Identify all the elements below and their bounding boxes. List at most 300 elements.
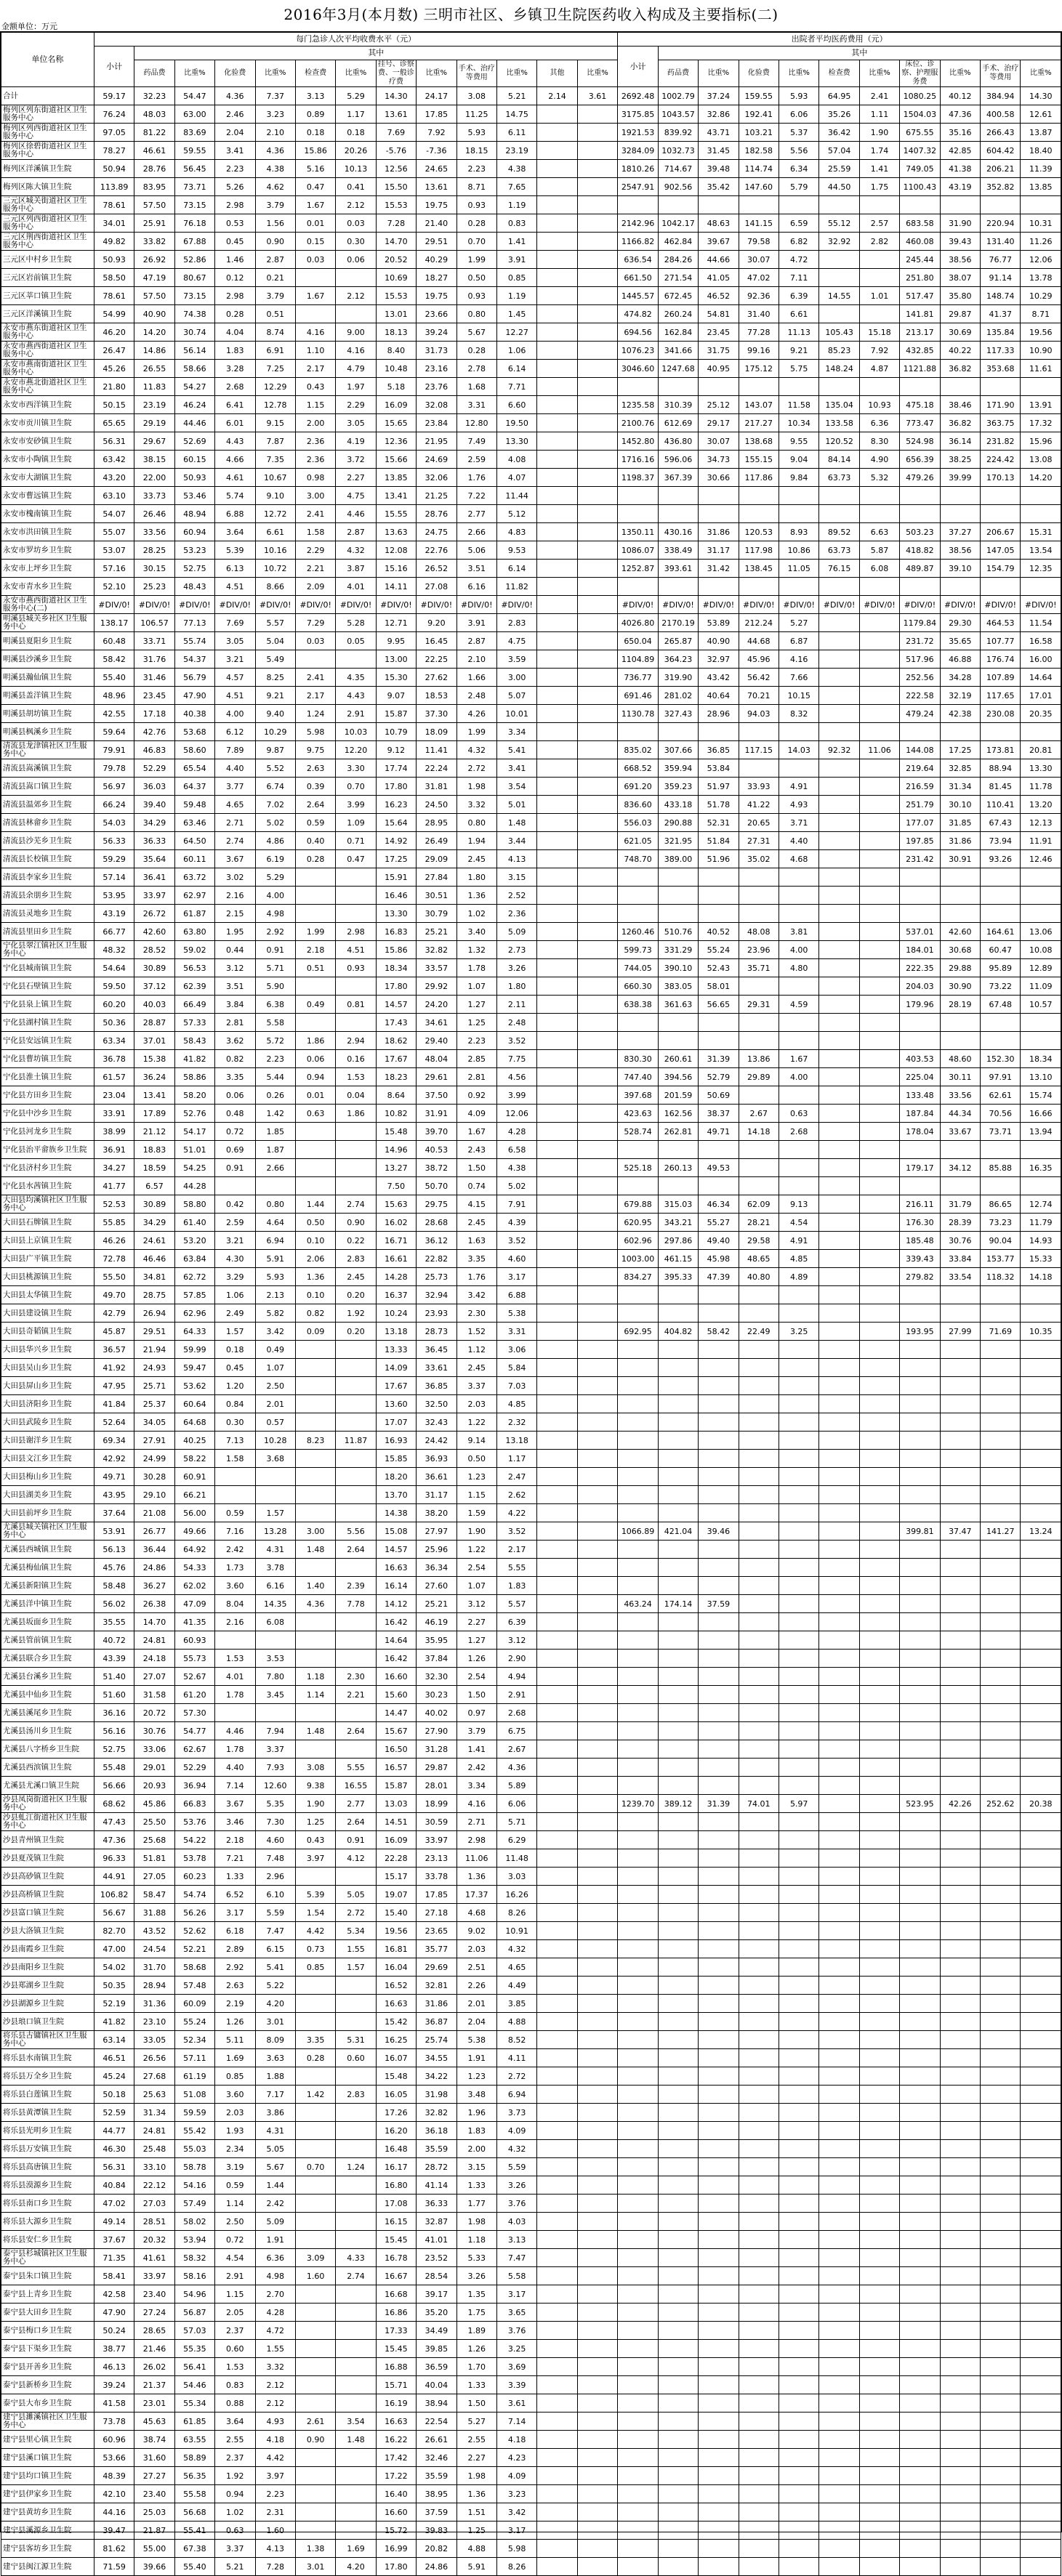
value-cell: 3.05 <box>336 414 376 432</box>
unit-name-cell: 宁化县淮土镇卫生院 <box>1 1068 94 1086</box>
value-cell <box>1021 2540 1061 2558</box>
value-cell: 29.69 <box>417 1958 456 1977</box>
value-cell: 26.46 <box>134 505 174 523</box>
value-cell <box>900 2503 940 2522</box>
value-cell: 53.89 <box>699 614 739 632</box>
unit-name-cell: 宁化县曹坊镇卫生院 <box>1 1050 94 1068</box>
value-cell <box>537 1759 577 1777</box>
value-cell: #DIV/0! <box>739 596 779 614</box>
value-cell <box>819 1940 859 1958</box>
value-cell <box>537 541 577 560</box>
value-cell: 55.48 <box>94 1759 134 1777</box>
value-cell: 70.21 <box>739 687 779 705</box>
value-cell: 1.36 <box>456 1868 496 1886</box>
value-cell: 13.85 <box>1021 178 1061 196</box>
value-cell: 20.93 <box>134 1777 174 1795</box>
value-cell: 4.18 <box>496 2431 536 2449</box>
value-cell: 260.61 <box>658 1050 698 1068</box>
value-cell: 24.93 <box>134 1359 174 1377</box>
value-cell: 4.00 <box>779 941 818 959</box>
value-cell: 56.67 <box>94 1904 134 1922</box>
value-cell: 60.64 <box>174 1395 214 1413</box>
value-cell: 17.74 <box>376 759 416 778</box>
value-cell: 6.16 <box>255 1577 295 1595</box>
value-cell <box>940 723 980 741</box>
value-cell <box>819 2540 859 2558</box>
value-cell: 32.82 <box>417 941 456 959</box>
value-cell: 76.15 <box>819 560 859 578</box>
value-cell: 54.16 <box>174 2176 214 2195</box>
value-cell: 2.77 <box>456 505 496 523</box>
value-cell: 32.43 <box>417 1413 456 1432</box>
value-cell: 2.87 <box>456 632 496 650</box>
value-cell: 39.43 <box>940 233 980 251</box>
value-cell: 6.16 <box>456 578 496 596</box>
value-cell <box>537 1432 577 1450</box>
value-cell: 5.56 <box>779 142 818 160</box>
value-cell <box>859 2394 899 2413</box>
value-cell: 2.12 <box>255 2394 295 2413</box>
value-cell: 16.88 <box>376 2358 416 2376</box>
value-cell: 0.93 <box>336 959 376 977</box>
value-cell: 49.14 <box>94 2213 134 2231</box>
value-cell: 1.78 <box>456 959 496 977</box>
value-cell <box>577 2067 618 2086</box>
unit-name-cell: 明溪县瀚仙镇卫生院 <box>1 669 94 687</box>
value-cell <box>537 1068 577 1086</box>
value-cell: 4.20 <box>255 1995 295 2013</box>
value-cell <box>658 2558 698 2576</box>
value-cell <box>981 487 1021 505</box>
value-cell <box>295 1359 335 1377</box>
value-cell <box>295 269 335 287</box>
value-cell <box>658 2449 698 2467</box>
value-cell <box>1021 2358 1061 2376</box>
value-cell: 10.28 <box>255 1432 295 1450</box>
value-cell: 22.25 <box>417 650 456 669</box>
value-cell: 1.57 <box>255 1504 295 1522</box>
value-cell: 38.20 <box>417 1504 456 1522</box>
value-cell: 90.04 <box>981 1232 1021 1250</box>
value-cell: 3.76 <box>496 2322 536 2340</box>
value-cell <box>981 1559 1021 1577</box>
value-cell: 0.03 <box>295 251 335 269</box>
value-cell: 6.18 <box>215 1922 255 1940</box>
value-cell <box>1021 2049 1061 2067</box>
value-cell <box>981 1650 1021 1668</box>
header-subcolumn: 药品费 <box>134 60 174 87</box>
value-cell: 4.65 <box>496 1958 536 1977</box>
value-cell <box>900 1668 940 1686</box>
value-cell: 2.18 <box>215 1831 255 1849</box>
value-cell: 0.53 <box>215 214 255 233</box>
value-cell: 7.69 <box>215 614 255 632</box>
value-cell: 30.89 <box>134 959 174 977</box>
value-cell: 0.80 <box>456 814 496 832</box>
value-cell <box>900 2013 940 2031</box>
value-cell: 2.77 <box>336 1795 376 1813</box>
value-cell <box>739 1541 779 1559</box>
value-cell <box>819 796 859 814</box>
value-cell: 11.79 <box>1021 1214 1061 1232</box>
value-cell <box>577 596 618 614</box>
value-cell: 18.09 <box>417 723 456 741</box>
value-cell <box>577 977 618 996</box>
value-cell <box>336 1977 376 1995</box>
value-cell: 8.40 <box>376 342 416 360</box>
value-cell <box>295 2522 335 2540</box>
value-cell: 2.59 <box>215 1214 255 1232</box>
value-cell <box>537 2049 577 2067</box>
value-cell: 50.70 <box>417 1177 456 1195</box>
value-cell <box>577 2304 618 2322</box>
value-cell: #DIV/0! <box>336 596 376 614</box>
value-cell <box>658 1377 698 1395</box>
value-cell <box>900 1686 940 1704</box>
value-cell <box>658 1613 698 1631</box>
value-cell: 7.17 <box>255 2086 295 2104</box>
value-cell <box>779 868 818 887</box>
value-cell <box>658 1413 698 1432</box>
value-cell: 49.40 <box>699 1232 739 1250</box>
value-cell: 8.32 <box>779 705 818 723</box>
value-cell: 307.66 <box>658 741 698 759</box>
value-cell: 6.15 <box>255 1940 295 1958</box>
value-cell: 13.24 <box>1021 1522 1061 1541</box>
value-cell <box>618 2249 658 2267</box>
unit-name-cell: 宁化县河龙乡卫生院 <box>1 1123 94 1141</box>
value-cell: 131.40 <box>981 233 1021 251</box>
value-cell: 650.04 <box>618 632 658 650</box>
table-row <box>1 1014 1061 1032</box>
value-cell <box>819 2086 859 2104</box>
value-cell: 53.66 <box>94 2449 134 2467</box>
value-cell: 8.64 <box>376 1086 416 1105</box>
value-cell: 33.06 <box>134 1740 174 1759</box>
value-cell: 72.78 <box>94 1250 134 1268</box>
value-cell: 2.83 <box>336 1250 376 1268</box>
value-cell <box>537 1159 577 1177</box>
unit-name-cell: 将乐县水南镇卫生院 <box>1 2049 94 2067</box>
value-cell <box>940 1504 980 1522</box>
value-cell: 0.60 <box>215 2340 255 2358</box>
value-cell: 184.01 <box>900 941 940 959</box>
value-cell <box>537 2176 577 2195</box>
value-cell: 52.19 <box>94 1995 134 2013</box>
value-cell: 32.06 <box>417 469 456 487</box>
value-cell <box>940 196 980 214</box>
value-cell: 37.67 <box>94 2231 134 2249</box>
value-cell <box>739 1341 779 1359</box>
value-cell <box>940 1904 980 1922</box>
value-cell <box>336 887 376 905</box>
value-cell <box>336 1359 376 1377</box>
value-cell: 31.34 <box>940 778 980 796</box>
value-cell: 51.81 <box>134 1849 174 1868</box>
value-cell <box>577 650 618 669</box>
unit-name-cell: 清流县灵地乡卫生院 <box>1 905 94 923</box>
value-cell: 3.00 <box>295 487 335 505</box>
value-cell: 0.51 <box>295 959 335 977</box>
value-cell <box>940 1831 980 1849</box>
value-cell <box>859 2558 899 2576</box>
value-cell: 5.82 <box>255 1304 295 1323</box>
value-cell: 0.90 <box>336 1214 376 1232</box>
value-cell <box>981 2213 1021 2231</box>
value-cell: 3.97 <box>255 2467 295 2485</box>
unit-name-cell: 将乐县古镛镇社区卫生服务中心 <box>1 2031 94 2049</box>
value-cell: 33.57 <box>417 959 456 977</box>
value-cell: 16.83 <box>376 923 416 941</box>
value-cell: 5.67 <box>456 323 496 342</box>
header-subcolumn: 比重% <box>699 60 739 87</box>
value-cell: 15.33 <box>1021 1250 1061 1268</box>
value-cell: 32.85 <box>940 759 980 778</box>
value-cell <box>900 1141 940 1159</box>
value-cell <box>1021 1432 1061 1450</box>
value-cell: 45.96 <box>739 650 779 669</box>
value-cell <box>859 650 899 669</box>
value-cell <box>981 887 1021 905</box>
value-cell: 4.20 <box>336 2558 376 2576</box>
value-cell: 26.77 <box>134 1522 174 1541</box>
value-cell <box>779 2558 818 2576</box>
value-cell <box>900 2122 940 2140</box>
unit-name-cell: 沙县南阳乡卫生院 <box>1 1958 94 1977</box>
value-cell: 3.63 <box>255 2049 295 2067</box>
value-cell: 40.03 <box>134 996 174 1014</box>
value-cell: 35.20 <box>417 2304 456 2322</box>
header-subcolumn: 比重% <box>940 60 980 87</box>
value-cell <box>900 2231 940 2249</box>
value-cell <box>900 1559 940 1577</box>
value-cell: 389.12 <box>658 1795 698 1813</box>
value-cell: 120.53 <box>739 523 779 541</box>
value-cell: 3.25 <box>779 1323 818 1341</box>
value-cell: 4.75 <box>496 632 536 650</box>
value-cell: 31.98 <box>417 2086 456 2104</box>
value-cell <box>537 1177 577 1195</box>
value-cell: 40.02 <box>417 1704 456 1722</box>
value-cell: 5.72 <box>255 1032 295 1050</box>
value-cell <box>819 1486 859 1504</box>
value-cell: 0.83 <box>496 214 536 233</box>
value-cell: 14.28 <box>376 1268 416 1286</box>
value-cell: 0.28 <box>295 850 335 868</box>
value-cell: 32.30 <box>417 1668 456 1686</box>
value-cell: 21.87 <box>134 2522 174 2540</box>
value-cell: 73.78 <box>94 2413 134 2431</box>
value-cell <box>618 868 658 887</box>
value-cell: 4.12 <box>336 1849 376 1868</box>
value-cell <box>537 814 577 832</box>
value-cell <box>537 2340 577 2358</box>
value-cell: 1.50 <box>456 2394 496 2413</box>
value-cell <box>779 196 818 214</box>
value-cell <box>618 2449 658 2467</box>
value-cell <box>859 1777 899 1795</box>
value-cell <box>779 2304 818 2322</box>
value-cell: 12.78 <box>255 396 295 414</box>
value-cell: 34.81 <box>134 1268 174 1286</box>
value-cell: 0.47 <box>336 850 376 868</box>
unit-name-cell: 永安市燕西街道社区卫生服务中心(二) <box>1 596 94 614</box>
value-cell <box>1021 2322 1061 2340</box>
value-cell: 5.27 <box>779 614 818 632</box>
value-cell <box>819 1450 859 1468</box>
value-cell <box>699 2376 739 2394</box>
value-cell: 36.59 <box>417 2358 456 2376</box>
value-cell <box>900 2104 940 2122</box>
value-cell: 7.28 <box>376 214 416 233</box>
value-cell: 383.05 <box>658 977 698 996</box>
value-cell: 1.48 <box>295 1722 335 1740</box>
value-cell: 3.85 <box>496 1995 536 2013</box>
unit-name-cell: 将乐县大源乡卫生院 <box>1 2213 94 2231</box>
value-cell: 24.17 <box>417 87 456 105</box>
value-cell <box>900 1977 940 1995</box>
value-cell: 0.28 <box>215 305 255 323</box>
table-row <box>1 596 1061 614</box>
value-cell <box>1021 723 1061 741</box>
value-cell: 2.42 <box>215 1541 255 1559</box>
value-cell: 58.86 <box>174 1068 214 1086</box>
value-cell <box>739 1032 779 1050</box>
value-cell: 1.77 <box>456 2195 496 2213</box>
value-cell <box>900 1922 940 1940</box>
value-cell: 63.14 <box>94 2031 134 2049</box>
value-cell: 0.91 <box>336 1831 376 1849</box>
value-cell: 612.69 <box>658 414 698 432</box>
value-cell: 4.42 <box>255 2449 295 2467</box>
value-cell <box>859 1995 899 2013</box>
value-cell: 6.88 <box>496 1286 536 1304</box>
value-cell: 25.50 <box>134 1813 174 1831</box>
value-cell <box>699 487 739 505</box>
value-cell: 18.40 <box>1021 142 1061 160</box>
value-cell: 10.93 <box>859 396 899 414</box>
value-cell: 3.29 <box>215 1268 255 1286</box>
value-cell <box>739 2086 779 2104</box>
value-cell <box>295 1650 335 1668</box>
value-cell: 11.26 <box>1021 233 1061 251</box>
value-cell <box>819 1886 859 1904</box>
value-cell: 77.13 <box>174 614 214 632</box>
value-cell <box>577 1395 618 1413</box>
value-cell: 4.90 <box>859 451 899 469</box>
value-cell: 3.12 <box>215 959 255 977</box>
value-cell: 41.84 <box>94 1395 134 1413</box>
value-cell <box>537 196 577 214</box>
value-cell: 2.45 <box>336 1268 376 1286</box>
value-cell: 6.06 <box>496 1795 536 1813</box>
value-cell <box>577 1650 618 1668</box>
value-cell <box>819 632 859 650</box>
value-cell <box>577 778 618 796</box>
value-cell: 39.99 <box>940 469 980 487</box>
value-cell: 36.18 <box>417 2122 456 2140</box>
value-cell <box>859 1831 899 1849</box>
value-cell <box>981 2340 1021 2358</box>
value-cell: 251.79 <box>900 796 940 814</box>
value-cell <box>859 1432 899 1450</box>
value-cell: 33.93 <box>739 778 779 796</box>
value-cell: 27.91 <box>134 1432 174 1450</box>
value-cell: 1.18 <box>456 2231 496 2249</box>
value-cell: 1.14 <box>215 2195 255 2213</box>
value-cell: 25.23 <box>134 578 174 596</box>
value-cell <box>779 2013 818 2031</box>
value-cell: 29.75 <box>417 1195 456 1214</box>
value-cell <box>940 1977 980 1995</box>
value-cell <box>940 2122 980 2140</box>
value-cell <box>537 378 577 396</box>
value-cell <box>699 2195 739 2213</box>
value-cell: 0.09 <box>295 1323 335 1341</box>
value-cell: 16.37 <box>376 1286 416 1304</box>
value-cell: 61.87 <box>174 905 214 923</box>
value-cell: 2.37 <box>215 2322 255 2340</box>
value-cell: 35.59 <box>417 2140 456 2158</box>
value-cell: 21.40 <box>417 214 456 233</box>
value-cell: 35.26 <box>819 105 859 124</box>
value-cell <box>981 2485 1021 2503</box>
value-cell: 12.08 <box>376 541 416 560</box>
value-cell: 15.86 <box>295 142 335 160</box>
value-cell: 2.64 <box>295 796 335 814</box>
value-cell: 352.82 <box>981 178 1021 196</box>
value-cell: 5.71 <box>496 1813 536 1831</box>
value-cell: 1.33 <box>215 1868 255 1886</box>
value-cell: 1252.87 <box>618 560 658 578</box>
unit-name-cell: 永安市燕南街道社区卫生服务中心 <box>1 360 94 378</box>
value-cell <box>577 1795 618 1813</box>
value-cell: 13.30 <box>496 432 536 451</box>
value-cell <box>1021 1759 1061 1777</box>
value-cell: 2.13 <box>255 1286 295 1304</box>
value-cell: 23.40 <box>134 2285 174 2304</box>
value-cell: 52.29 <box>174 1759 214 1777</box>
value-cell <box>819 1177 859 1195</box>
value-cell <box>537 2449 577 2467</box>
value-cell: 1.53 <box>336 1068 376 1086</box>
value-cell: 2.54 <box>456 1559 496 1577</box>
value-cell: 118.32 <box>981 1268 1021 1286</box>
value-cell <box>981 868 1021 887</box>
value-cell: 10.91 <box>496 1922 536 1940</box>
value-cell <box>295 1159 335 1177</box>
value-cell: 46.83 <box>134 741 174 759</box>
value-cell: 1.50 <box>456 1159 496 1177</box>
value-cell <box>699 723 739 741</box>
value-cell: 0.50 <box>456 1450 496 1468</box>
table-row <box>1 2195 1061 2213</box>
value-cell <box>618 1740 658 1759</box>
value-cell: 54.74 <box>174 1886 214 1904</box>
value-cell <box>819 1740 859 1759</box>
value-cell: 15.67 <box>376 1722 416 1740</box>
value-cell: 15.40 <box>376 1904 416 1922</box>
value-cell: 7.92 <box>417 124 456 142</box>
table-row <box>1 1613 1061 1631</box>
value-cell <box>900 1177 940 1195</box>
value-cell: 2.73 <box>496 941 536 959</box>
value-cell: 153.77 <box>981 1250 1021 1268</box>
value-cell: 17.89 <box>134 1105 174 1123</box>
value-cell <box>295 2231 335 2249</box>
value-cell: 58.50 <box>94 269 134 287</box>
value-cell <box>940 1468 980 1486</box>
